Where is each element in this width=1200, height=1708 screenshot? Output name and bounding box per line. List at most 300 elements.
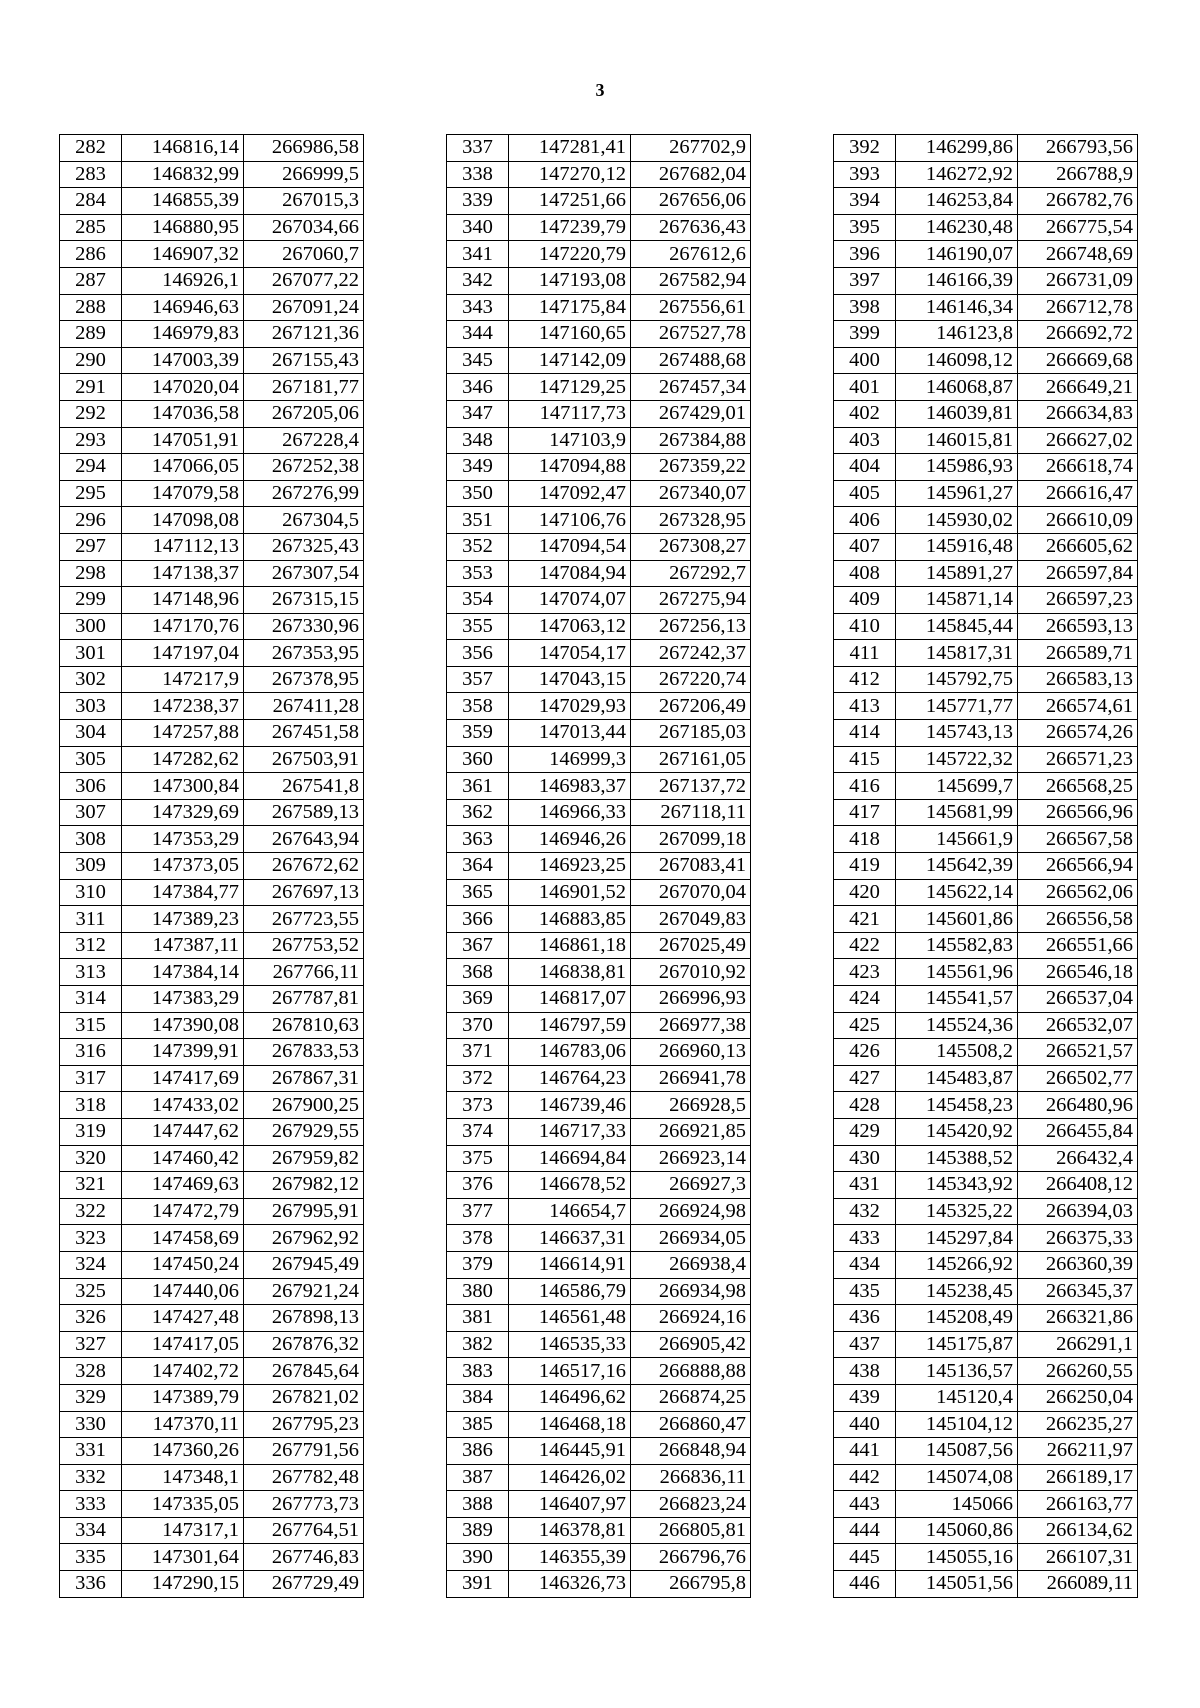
- x-coordinate-cell: 147239,79: [509, 214, 631, 241]
- table-row: [60, 1145, 364, 1172]
- table-row: [60, 853, 364, 880]
- table-row: [447, 613, 751, 640]
- table-row: [447, 666, 751, 693]
- point-number-cell: 286: [60, 241, 122, 268]
- x-coordinate-cell: 145051,56: [896, 1571, 1018, 1598]
- point-number-cell: 324: [60, 1251, 122, 1278]
- point-number-cell: 310: [60, 879, 122, 906]
- x-coordinate-cell: 146926,1: [122, 267, 244, 294]
- x-coordinate-cell: 146883,85: [509, 906, 631, 933]
- table-row: [834, 1092, 1138, 1119]
- y-coordinate-cell: 266345,37: [1018, 1278, 1138, 1305]
- y-coordinate-cell: 266610,09: [1018, 507, 1138, 534]
- table-row: [60, 267, 364, 294]
- y-coordinate-cell: 267589,13: [244, 799, 364, 826]
- table-row: [447, 1251, 751, 1278]
- y-coordinate-cell: 267137,72: [631, 773, 751, 800]
- x-coordinate-cell: 146015,81: [896, 427, 1018, 454]
- point-number-cell: 371: [447, 1039, 509, 1066]
- y-coordinate-cell: 266927,3: [631, 1172, 751, 1199]
- table-row: [834, 267, 1138, 294]
- point-number-cell: 430: [834, 1145, 896, 1172]
- x-coordinate-cell: 145792,75: [896, 666, 1018, 693]
- point-number-cell: 287: [60, 267, 122, 294]
- x-coordinate-cell: 145681,99: [896, 799, 1018, 826]
- y-coordinate-cell: 266634,83: [1018, 400, 1138, 427]
- y-coordinate-cell: 267682,04: [631, 161, 751, 188]
- point-number-cell: 412: [834, 666, 896, 693]
- table-row: [60, 480, 364, 507]
- point-number-cell: 314: [60, 986, 122, 1013]
- y-coordinate-cell: 266291,1: [1018, 1331, 1138, 1358]
- point-number-cell: 319: [60, 1118, 122, 1145]
- point-number-cell: 403: [834, 427, 896, 454]
- y-coordinate-cell: 266888,88: [631, 1358, 751, 1385]
- table-row: [834, 853, 1138, 880]
- table-row: [447, 1172, 751, 1199]
- table-row: [60, 374, 364, 401]
- x-coordinate-cell: 146764,23: [509, 1065, 631, 1092]
- y-coordinate-cell: 267155,43: [244, 347, 364, 374]
- x-coordinate-cell: 147020,04: [122, 374, 244, 401]
- y-coordinate-cell: 267929,55: [244, 1118, 364, 1145]
- table-row: [834, 400, 1138, 427]
- table-row: [834, 1225, 1138, 1252]
- x-coordinate-cell: 146253,84: [896, 188, 1018, 215]
- point-number-cell: 354: [447, 587, 509, 614]
- y-coordinate-cell: 266782,76: [1018, 188, 1138, 215]
- table-row: [834, 1198, 1138, 1225]
- y-coordinate-cell: 267612,6: [631, 241, 751, 268]
- x-coordinate-cell: 146535,33: [509, 1331, 631, 1358]
- table-row: [447, 1145, 751, 1172]
- point-number-cell: 335: [60, 1544, 122, 1571]
- x-coordinate-cell: 146816,14: [122, 135, 244, 162]
- point-number-cell: 332: [60, 1464, 122, 1491]
- table-row: [60, 773, 364, 800]
- y-coordinate-cell: 266593,13: [1018, 613, 1138, 640]
- x-coordinate-cell: 147092,47: [509, 480, 631, 507]
- table-row: [447, 427, 751, 454]
- point-number-cell: 407: [834, 533, 896, 560]
- point-number-cell: 410: [834, 613, 896, 640]
- point-number-cell: 282: [60, 135, 122, 162]
- point-number-cell: 366: [447, 906, 509, 933]
- point-number-cell: 405: [834, 480, 896, 507]
- point-number-cell: 427: [834, 1065, 896, 1092]
- y-coordinate-cell: 266924,98: [631, 1198, 751, 1225]
- y-coordinate-cell: 267527,78: [631, 321, 751, 348]
- point-number-cell: 404: [834, 454, 896, 481]
- table-row: [834, 241, 1138, 268]
- table-row: [834, 1464, 1138, 1491]
- point-number-cell: 364: [447, 853, 509, 880]
- x-coordinate-cell: 146966,33: [509, 799, 631, 826]
- table-row: [834, 507, 1138, 534]
- point-number-cell: 312: [60, 932, 122, 959]
- x-coordinate-cell: 147301,64: [122, 1544, 244, 1571]
- table-row: [447, 773, 751, 800]
- point-number-cell: 333: [60, 1491, 122, 1518]
- y-coordinate-cell: 266502,77: [1018, 1065, 1138, 1092]
- x-coordinate-cell: 145420,92: [896, 1118, 1018, 1145]
- x-coordinate-cell: 145458,23: [896, 1092, 1018, 1119]
- table-row: [60, 666, 364, 693]
- x-coordinate-cell: 147036,58: [122, 400, 244, 427]
- point-number-cell: 392: [834, 135, 896, 162]
- point-number-cell: 307: [60, 799, 122, 826]
- table-row: [447, 720, 751, 747]
- x-coordinate-cell: 145561,96: [896, 959, 1018, 986]
- table-row: [60, 959, 364, 986]
- y-coordinate-cell: 266905,42: [631, 1331, 751, 1358]
- y-coordinate-cell: 267308,27: [631, 533, 751, 560]
- point-number-cell: 415: [834, 746, 896, 773]
- point-number-cell: 352: [447, 533, 509, 560]
- y-coordinate-cell: 266260,55: [1018, 1358, 1138, 1385]
- x-coordinate-cell: 147129,25: [509, 374, 631, 401]
- point-number-cell: 311: [60, 906, 122, 933]
- table-row: [60, 1039, 364, 1066]
- x-coordinate-cell: 147220,79: [509, 241, 631, 268]
- y-coordinate-cell: 267656,06: [631, 188, 751, 215]
- table-row: [447, 1012, 751, 1039]
- point-number-cell: 435: [834, 1278, 896, 1305]
- y-coordinate-cell: 266566,94: [1018, 853, 1138, 880]
- y-coordinate-cell: 267307,54: [244, 560, 364, 587]
- point-number-cell: 349: [447, 454, 509, 481]
- x-coordinate-cell: 146838,81: [509, 959, 631, 986]
- y-coordinate-cell: 267921,24: [244, 1278, 364, 1305]
- point-number-cell: 339: [447, 188, 509, 215]
- x-coordinate-cell: 147098,08: [122, 507, 244, 534]
- x-coordinate-cell: 147387,11: [122, 932, 244, 959]
- x-coordinate-cell: 145508,2: [896, 1039, 1018, 1066]
- point-number-cell: 374: [447, 1118, 509, 1145]
- table-row: [447, 1517, 751, 1544]
- point-number-cell: 341: [447, 241, 509, 268]
- table-row: [834, 1544, 1138, 1571]
- table-row: [60, 1305, 364, 1332]
- y-coordinate-cell: 267220,74: [631, 666, 751, 693]
- y-coordinate-cell: 266546,18: [1018, 959, 1138, 986]
- y-coordinate-cell: 266571,23: [1018, 746, 1138, 773]
- point-number-cell: 294: [60, 454, 122, 481]
- y-coordinate-cell: 267091,24: [244, 294, 364, 321]
- y-coordinate-cell: 267328,95: [631, 507, 751, 534]
- y-coordinate-cell: 266788,9: [1018, 161, 1138, 188]
- point-number-cell: 289: [60, 321, 122, 348]
- table-row: [447, 879, 751, 906]
- x-coordinate-cell: 146098,12: [896, 347, 1018, 374]
- point-number-cell: 356: [447, 640, 509, 667]
- y-coordinate-cell: 267556,61: [631, 294, 751, 321]
- y-coordinate-cell: 267411,28: [244, 693, 364, 720]
- y-coordinate-cell: 266775,54: [1018, 214, 1138, 241]
- table-row: [60, 693, 364, 720]
- x-coordinate-cell: 147043,15: [509, 666, 631, 693]
- point-number-cell: 285: [60, 214, 122, 241]
- y-coordinate-cell: 266996,93: [631, 986, 751, 1013]
- y-coordinate-cell: 267791,56: [244, 1438, 364, 1465]
- x-coordinate-cell: 147238,37: [122, 693, 244, 720]
- point-number-cell: 300: [60, 613, 122, 640]
- x-coordinate-cell: 146739,46: [509, 1092, 631, 1119]
- point-number-cell: 363: [447, 826, 509, 853]
- table-row: [60, 879, 364, 906]
- point-number-cell: 338: [447, 161, 509, 188]
- table-row: [60, 321, 364, 348]
- x-coordinate-cell: 147360,26: [122, 1438, 244, 1465]
- table-row: [447, 853, 751, 880]
- y-coordinate-cell: 267672,62: [244, 853, 364, 880]
- y-coordinate-cell: 266924,16: [631, 1305, 751, 1332]
- table-row: [60, 1331, 364, 1358]
- y-coordinate-cell: 267034,66: [244, 214, 364, 241]
- y-coordinate-cell: 267205,06: [244, 400, 364, 427]
- point-number-cell: 321: [60, 1172, 122, 1199]
- x-coordinate-cell: 147217,9: [122, 666, 244, 693]
- y-coordinate-cell: 266567,58: [1018, 826, 1138, 853]
- x-coordinate-cell: 146717,33: [509, 1118, 631, 1145]
- table-row: [60, 826, 364, 853]
- table-row: [60, 161, 364, 188]
- point-number-cell: 343: [447, 294, 509, 321]
- x-coordinate-cell: 146445,91: [509, 1438, 631, 1465]
- point-number-cell: 445: [834, 1544, 896, 1571]
- x-coordinate-cell: 147384,14: [122, 959, 244, 986]
- table-row: [834, 1305, 1138, 1332]
- point-number-cell: 372: [447, 1065, 509, 1092]
- point-number-cell: 434: [834, 1251, 896, 1278]
- table-row: [447, 560, 751, 587]
- table-row: [447, 906, 751, 933]
- point-number-cell: 390: [447, 1544, 509, 1571]
- point-number-cell: 408: [834, 560, 896, 587]
- point-number-cell: 414: [834, 720, 896, 747]
- point-number-cell: 293: [60, 427, 122, 454]
- x-coordinate-cell: 147197,04: [122, 640, 244, 667]
- y-coordinate-cell: 267185,03: [631, 720, 751, 747]
- point-number-cell: 369: [447, 986, 509, 1013]
- y-coordinate-cell: 266432,4: [1018, 1145, 1138, 1172]
- table-row: [447, 986, 751, 1013]
- x-coordinate-cell: 147335,05: [122, 1491, 244, 1518]
- x-coordinate-cell: 145722,32: [896, 746, 1018, 773]
- table-row: [447, 640, 751, 667]
- table-row: [60, 400, 364, 427]
- point-number-cell: 421: [834, 906, 896, 933]
- x-coordinate-cell: 145087,56: [896, 1438, 1018, 1465]
- x-coordinate-cell: 146272,92: [896, 161, 1018, 188]
- table-row: [834, 294, 1138, 321]
- point-number-cell: 361: [447, 773, 509, 800]
- y-coordinate-cell: 266321,86: [1018, 1305, 1138, 1332]
- x-coordinate-cell: 146586,79: [509, 1278, 631, 1305]
- x-coordinate-cell: 146901,52: [509, 879, 631, 906]
- table-row: [834, 613, 1138, 640]
- point-number-cell: 441: [834, 1438, 896, 1465]
- x-coordinate-cell: 145817,31: [896, 640, 1018, 667]
- table-row: [447, 693, 751, 720]
- x-coordinate-cell: 145661,9: [896, 826, 1018, 853]
- page-number: 3: [595, 80, 605, 100]
- x-coordinate-cell: 145845,44: [896, 613, 1018, 640]
- point-number-cell: 425: [834, 1012, 896, 1039]
- y-coordinate-cell: 267959,82: [244, 1145, 364, 1172]
- table-row: [447, 826, 751, 853]
- table-row: [60, 427, 364, 454]
- y-coordinate-cell: 267541,8: [244, 773, 364, 800]
- table-row: [447, 959, 751, 986]
- table-row: [834, 1331, 1138, 1358]
- point-number-cell: 313: [60, 959, 122, 986]
- table-row: [834, 773, 1138, 800]
- table-row: [447, 374, 751, 401]
- table-row: [834, 188, 1138, 215]
- table-row: [447, 480, 751, 507]
- point-number-cell: 442: [834, 1464, 896, 1491]
- y-coordinate-cell: 267945,49: [244, 1251, 364, 1278]
- table-row: [834, 161, 1138, 188]
- point-number-cell: 383: [447, 1358, 509, 1385]
- point-number-cell: 292: [60, 400, 122, 427]
- point-number-cell: 424: [834, 986, 896, 1013]
- point-number-cell: 347: [447, 400, 509, 427]
- point-number-cell: 375: [447, 1145, 509, 1172]
- y-coordinate-cell: 267702,9: [631, 135, 751, 162]
- x-coordinate-cell: 147399,91: [122, 1039, 244, 1066]
- y-coordinate-cell: 266921,85: [631, 1118, 751, 1145]
- y-coordinate-cell: 267867,31: [244, 1065, 364, 1092]
- table-row: [447, 1331, 751, 1358]
- point-number-cell: 360: [447, 746, 509, 773]
- y-coordinate-cell: 266669,68: [1018, 347, 1138, 374]
- table-row: [834, 1278, 1138, 1305]
- x-coordinate-cell: 146797,59: [509, 1012, 631, 1039]
- y-coordinate-cell: 267833,53: [244, 1039, 364, 1066]
- x-coordinate-cell: 145601,86: [896, 906, 1018, 933]
- point-number-cell: 308: [60, 826, 122, 853]
- x-coordinate-cell: 147193,08: [509, 267, 631, 294]
- point-number-cell: 411: [834, 640, 896, 667]
- point-number-cell: 433: [834, 1225, 896, 1252]
- x-coordinate-cell: 146983,37: [509, 773, 631, 800]
- x-coordinate-cell: 146979,83: [122, 321, 244, 348]
- y-coordinate-cell: 267643,94: [244, 826, 364, 853]
- y-coordinate-cell: 266823,24: [631, 1491, 751, 1518]
- y-coordinate-cell: 267787,81: [244, 986, 364, 1013]
- x-coordinate-cell: 147373,05: [122, 853, 244, 880]
- table-row: [447, 1278, 751, 1305]
- x-coordinate-cell: 147063,12: [509, 613, 631, 640]
- point-number-cell: 301: [60, 640, 122, 667]
- table-row: [447, 241, 751, 268]
- table-row: [60, 214, 364, 241]
- y-coordinate-cell: 266360,39: [1018, 1251, 1138, 1278]
- y-coordinate-cell: 266597,23: [1018, 587, 1138, 614]
- point-number-cell: 396: [834, 241, 896, 268]
- point-number-cell: 290: [60, 347, 122, 374]
- x-coordinate-cell: 145175,87: [896, 1331, 1018, 1358]
- table-row: [60, 1118, 364, 1145]
- point-number-cell: 420: [834, 879, 896, 906]
- y-coordinate-cell: 267276,99: [244, 480, 364, 507]
- y-coordinate-cell: 267015,3: [244, 188, 364, 215]
- point-number-cell: 355: [447, 613, 509, 640]
- table-row: [834, 906, 1138, 933]
- x-coordinate-cell: 146678,52: [509, 1172, 631, 1199]
- y-coordinate-cell: 266805,81: [631, 1517, 751, 1544]
- y-coordinate-cell: 267451,58: [244, 720, 364, 747]
- x-coordinate-cell: 145771,77: [896, 693, 1018, 720]
- x-coordinate-cell: 147103,9: [509, 427, 631, 454]
- table-row: [60, 1065, 364, 1092]
- table-row: [834, 560, 1138, 587]
- point-number-cell: 288: [60, 294, 122, 321]
- table-row: [447, 1491, 751, 1518]
- table-row: [834, 959, 1138, 986]
- x-coordinate-cell: 147270,12: [509, 161, 631, 188]
- table-row: [447, 214, 751, 241]
- table-row: [60, 1384, 364, 1411]
- y-coordinate-cell: 267161,05: [631, 746, 751, 773]
- y-coordinate-cell: 266848,94: [631, 1438, 751, 1465]
- table-row: [60, 454, 364, 481]
- table-row: [60, 1198, 364, 1225]
- x-coordinate-cell: 147066,05: [122, 454, 244, 481]
- y-coordinate-cell: 266934,98: [631, 1278, 751, 1305]
- table-row: [447, 799, 751, 826]
- point-number-cell: 436: [834, 1305, 896, 1332]
- table-row: [60, 1438, 364, 1465]
- y-coordinate-cell: 266627,02: [1018, 427, 1138, 454]
- point-number-cell: 358: [447, 693, 509, 720]
- table-row: [834, 1118, 1138, 1145]
- point-number-cell: 346: [447, 374, 509, 401]
- coordinates-table-1: [59, 134, 364, 1598]
- table-row: [834, 693, 1138, 720]
- x-coordinate-cell: 147079,58: [122, 480, 244, 507]
- table-row: [447, 1305, 751, 1332]
- table-row: [60, 188, 364, 215]
- x-coordinate-cell: 145524,36: [896, 1012, 1018, 1039]
- table-row: [447, 1544, 751, 1571]
- x-coordinate-cell: 147383,29: [122, 986, 244, 1013]
- x-coordinate-cell: 147348,1: [122, 1464, 244, 1491]
- point-number-cell: 348: [447, 427, 509, 454]
- y-coordinate-cell: 266938,4: [631, 1251, 751, 1278]
- x-coordinate-cell: 147003,39: [122, 347, 244, 374]
- point-number-cell: 336: [60, 1571, 122, 1598]
- y-coordinate-cell: 267429,01: [631, 400, 751, 427]
- y-coordinate-cell: 266793,56: [1018, 135, 1138, 162]
- y-coordinate-cell: 267384,88: [631, 427, 751, 454]
- table-row: [447, 1358, 751, 1385]
- table-row: [60, 587, 364, 614]
- point-number-cell: 422: [834, 932, 896, 959]
- y-coordinate-cell: 267782,48: [244, 1464, 364, 1491]
- x-coordinate-cell: 146923,25: [509, 853, 631, 880]
- y-coordinate-cell: 266941,78: [631, 1065, 751, 1092]
- table-row: [447, 294, 751, 321]
- y-coordinate-cell: 266836,11: [631, 1464, 751, 1491]
- x-coordinate-cell: 146407,97: [509, 1491, 631, 1518]
- x-coordinate-cell: 145266,92: [896, 1251, 1018, 1278]
- table-row: [60, 135, 364, 162]
- point-number-cell: 331: [60, 1438, 122, 1465]
- x-coordinate-cell: 146855,39: [122, 188, 244, 215]
